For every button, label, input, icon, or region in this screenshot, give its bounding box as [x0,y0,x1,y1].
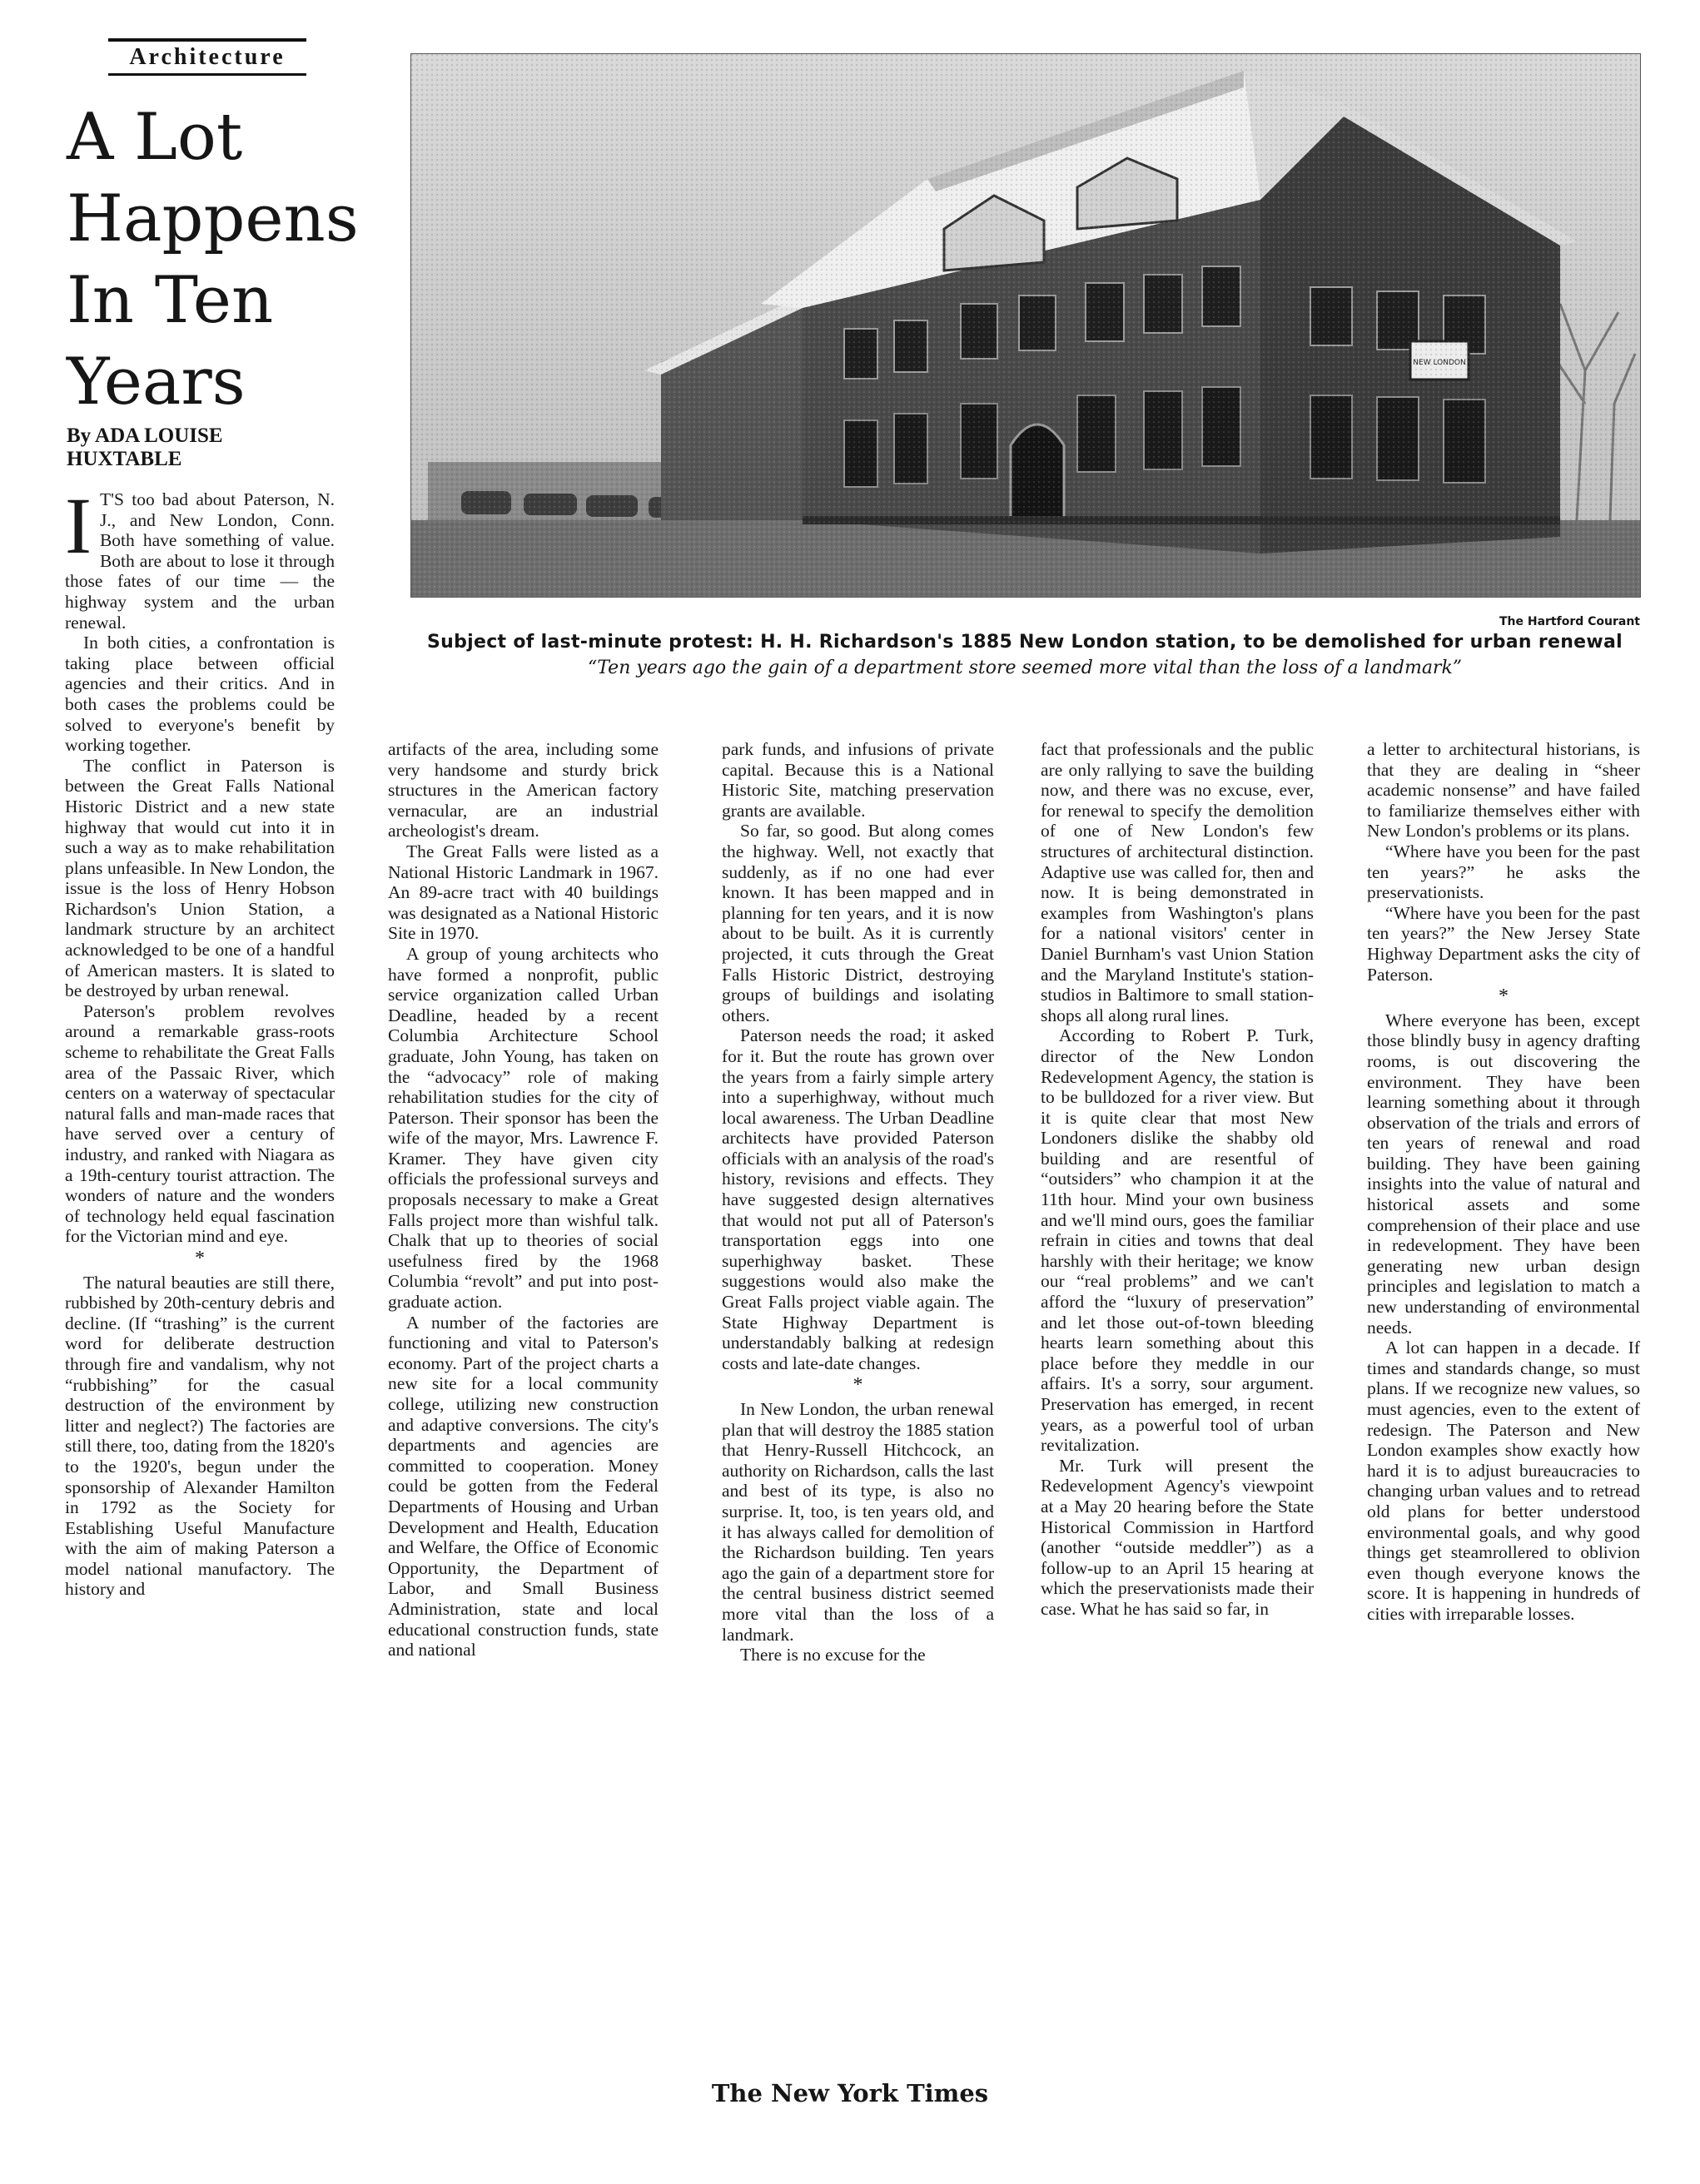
drop-cap: I [65,481,92,570]
column-2 [388,739,659,1660]
pull-quote: “Ten years ago the gain of a department store seemed more vital than the loss of a landmark” [587,658,1463,678]
column-1 [65,481,335,1600]
paragraph: “Where have you been for the past ten years?” the New Jersey State Highway Department asks the city of Paterson. [1367,902,1640,985]
paragraph: Paterson needs the road; it asked for it. But the route has grown over the years from a fairly simple artery into a superhighway, without much local awareness. The Urban Deadline architects have provided Paterson officials with an analysis of the road's history, revisions and effects. They have suggested design alternatives that would not put all of Paterson's transportation eggs into one superhighway basket. These suggestions would also make the Great Falls project viable again. The State Highway Department is understandably balking at redesign costs and late-date changes. [722,1025,994,1373]
photo-caption: Subject of last-minute protest: H. H. Richardson's 1885 New London station, to be demolished for urban renewal [426,632,1623,653]
headline [67,97,359,423]
headline-line-2: Happens [67,181,359,256]
paragraph: A lot can happen in a decade. If times and standards change, so must plans. If we recognize new values, so must agencies, even to the extent of redesign. The Paterson and New London examples show exactly how hard it is to adjust bureaucracies to changing urban values and to retread old plans for better understood environmental goals, and why good things get steamrollered to oblivion even though everyone knows the score. It is happening in hundreds of cities with irreparable losses. [1367,1338,1640,1624]
section-break-star: * [195,1247,205,1269]
paragraph: The Great Falls were listed as a National Historic Landmark in 1967. An 89-acre tract with 40 buildings was designated as a National Historic Site in 1970. [388,841,659,944]
paragraph: a letter to architectural historians, is that they are dealing in “sheer academic nonsense” and have failed to familiarize themselves either with New London's problems or its plans. [1367,739,1640,841]
paragraph: Paterson's problem revolves around a remarkable grass-roots scheme to rehabilitate the Great Falls area of the Passaic River, which centers on a waterway of spectacular natural falls and man-made races that have served over a century of industry, and ranked with Niagara as a 19th-century tourist attraction. The wonders of nature and the wonders of technology held equal fascination for the Victorian mind and eye. [65,1000,335,1247]
section-break-star: * [852,1374,863,1397]
paragraph: In both cities, a confrontation is taking place between official agencies and their critics. And in both cases the problems could be solved to everyone's benefit by working together. [65,633,335,756]
publication-logo: The New York Times [711,2079,989,2107]
column-4 [1041,739,1314,1620]
paragraph: According to Robert P. Turk, director of the New London Redevelopment Agency, the station is to be bulldozed for a river view. But it is quite clear that most New Londoners dislike the shabby old building and are resentful of “outsiders” who champion it at the 11th hour. Mind your own business and we'll mind ours, goes the familiar refrain in cities and towns that deal harshly with their heritage; we know our “real problems” and we can't afford the “luxury of preservation” and let those out-of-town bleeding hearts learn something about this place before they meddle in our affairs. It's a sorry, sour argument. Preservation has emerged, in recent years, as a powerful tool of urban revitalization. [1041,1025,1314,1456]
paragraph: park funds, and infusions of private capital. Because this is a National Historic Site, matching preservation grants are available. [722,739,994,821]
paragraph: In New London, the urban renewal plan that will destroy the 1885 station that Henry-Russell Hitchcock, an authority on Richardson, calls the last and best of its type, is also no surprise. It, too, is ten years old, and it has always called for demolition of the Richardson building. Ten years ago the gain of a department store for the central business district seemed more vital than the loss of a landmark. [722,1399,994,1645]
lead-paragraph [65,481,335,633]
paragraph: “Where have you been for the past ten years?” he asks the preservationists. [1367,841,1640,903]
byline: By ADA LOUISE HUXTABLE [67,424,223,470]
paragraph: fact that professionals and the public are only rallying to save the building now, and there was no excuse, ever, for renewal to specify the demolition of one of New London's few structures of architectural distinction. Adaptive use was called for, then and now. It is being demonstrated in examples from Washington's plans for a national visitors' center in Daniel Burnham's vast Union Station and the Maryland Institute's station-studios in Baltimore to small station-shops all along rural lines. [1041,739,1314,1025]
headline-line-3: In Ten [67,263,274,338]
paragraph: There is no excuse for the [740,1645,926,1665]
column-5 [1367,739,1640,1625]
paragraph: Mr. Turk will present the Redevelopment Agency's viewpoint at a May 20 hearing before the State Historical Commission in Hartford (another “outside meddler”) as a follow-up to an April 15 hearing at which the preservationists made their case. What he has said so far, in [1041,1455,1314,1619]
paragraph: A group of young architects who have formed a nonprofit, public service organization called Urban Deadline, headed by a recent Columbia Architecture School graduate, John Young, has taken on the “advocacy” role of making rehabilitation studies for the city of Paterson. Their sponsor has been the wife of the mayor, Mrs. Lawrence F. Kramer. They have given city officials the professional surveys and proposals necessary to make a Great Falls project more than wishful talk. Chalk that up to theories of social usefulness fired by the 1968 Columbia “revolt” and put into post-graduate action. [388,943,659,1313]
headline-line-1: A Lot [67,100,243,175]
column-3 [722,739,994,1665]
station-photo [410,53,1641,598]
lead-text: T'S too bad about Paterson, N. J., and New London, Conn. Both have something of value. Both are about to lose it through those fates of our time — the highway system and the urban renewal. [65,489,335,633]
paragraph: artifacts of the area, including some very handsome and sturdy brick structures in the American factory vernacular, are an industrial archeologist's dream. [388,739,659,841]
paragraph: A number of the factories are functioning and vital to Paterson's economy. Part of the project charts a new site for a local community college, utilizing new construction and adaptive conversions. The city's departments and agencies are committed to cooperation. Money could be gotten from the Federal Departments of Housing and Urban Development and Health, Education and Welfare, the Office of Economic Opportunity, the Department of Labor, and Small Business Administration, state and local educational construction funds, state and national [388,1312,659,1660]
photo-credit: The Hartford Courant [1499,615,1640,628]
paragraph: The natural beauties are still there, rubbished by 20th-century debris and decline. (If “trashing” is the current word for deliberate destruction through fire and vandalism, why not “rubbishing” for the casual destruction of the environment by litter and neglect?) The factories are still there, too, dating from the 1820's to the 1920's, begun under the sponsorship of Alexander Hamilton in 1792 as the Society for Establishing Useful Manufacture with the aim of making Paterson a model national manufactory. The history and [65,1272,335,1600]
paragraph: Where everyone has been, except those blindly busy in agency drafting rooms, is out discovering the environment. They have been learning something about it through observation of the trials and errors of ten years of renewal and road building. They have been gaining insights into the value of natural and historical assets and some comprehension of their place and use in redevelopment. They have been generating new urban design principles and legislation to match a new understanding of environmental needs. [1367,1010,1640,1338]
paragraph: So far, so good. But along comes the highway. Well, not exactly that suddenly, as if no one had ever known. It has been mapped and in planning for ten years, and it is now about to be built. As it is currently projected, it cuts through the Great Falls Historic District, destroying groups of buildings and isolating others. [722,821,994,1025]
station-photo-drawing [411,54,1640,597]
paragraph: The conflict in Paterson is between the Great Falls National Historic District and a new state highway that would cut into it in such a way as to make rehabilitation plans unfeasible. In New London, the issue is the loss of Henry Hobson Richardson's Union Station, a landmark structure by an architect acknowledged to be one of a handful of American masters. It is slated to be destroyed by urban renewal. [65,755,335,1001]
headline-line-4: Years [67,345,246,419]
section-break-star: * [1499,985,1509,1008]
section-label: Architecture [108,38,306,76]
